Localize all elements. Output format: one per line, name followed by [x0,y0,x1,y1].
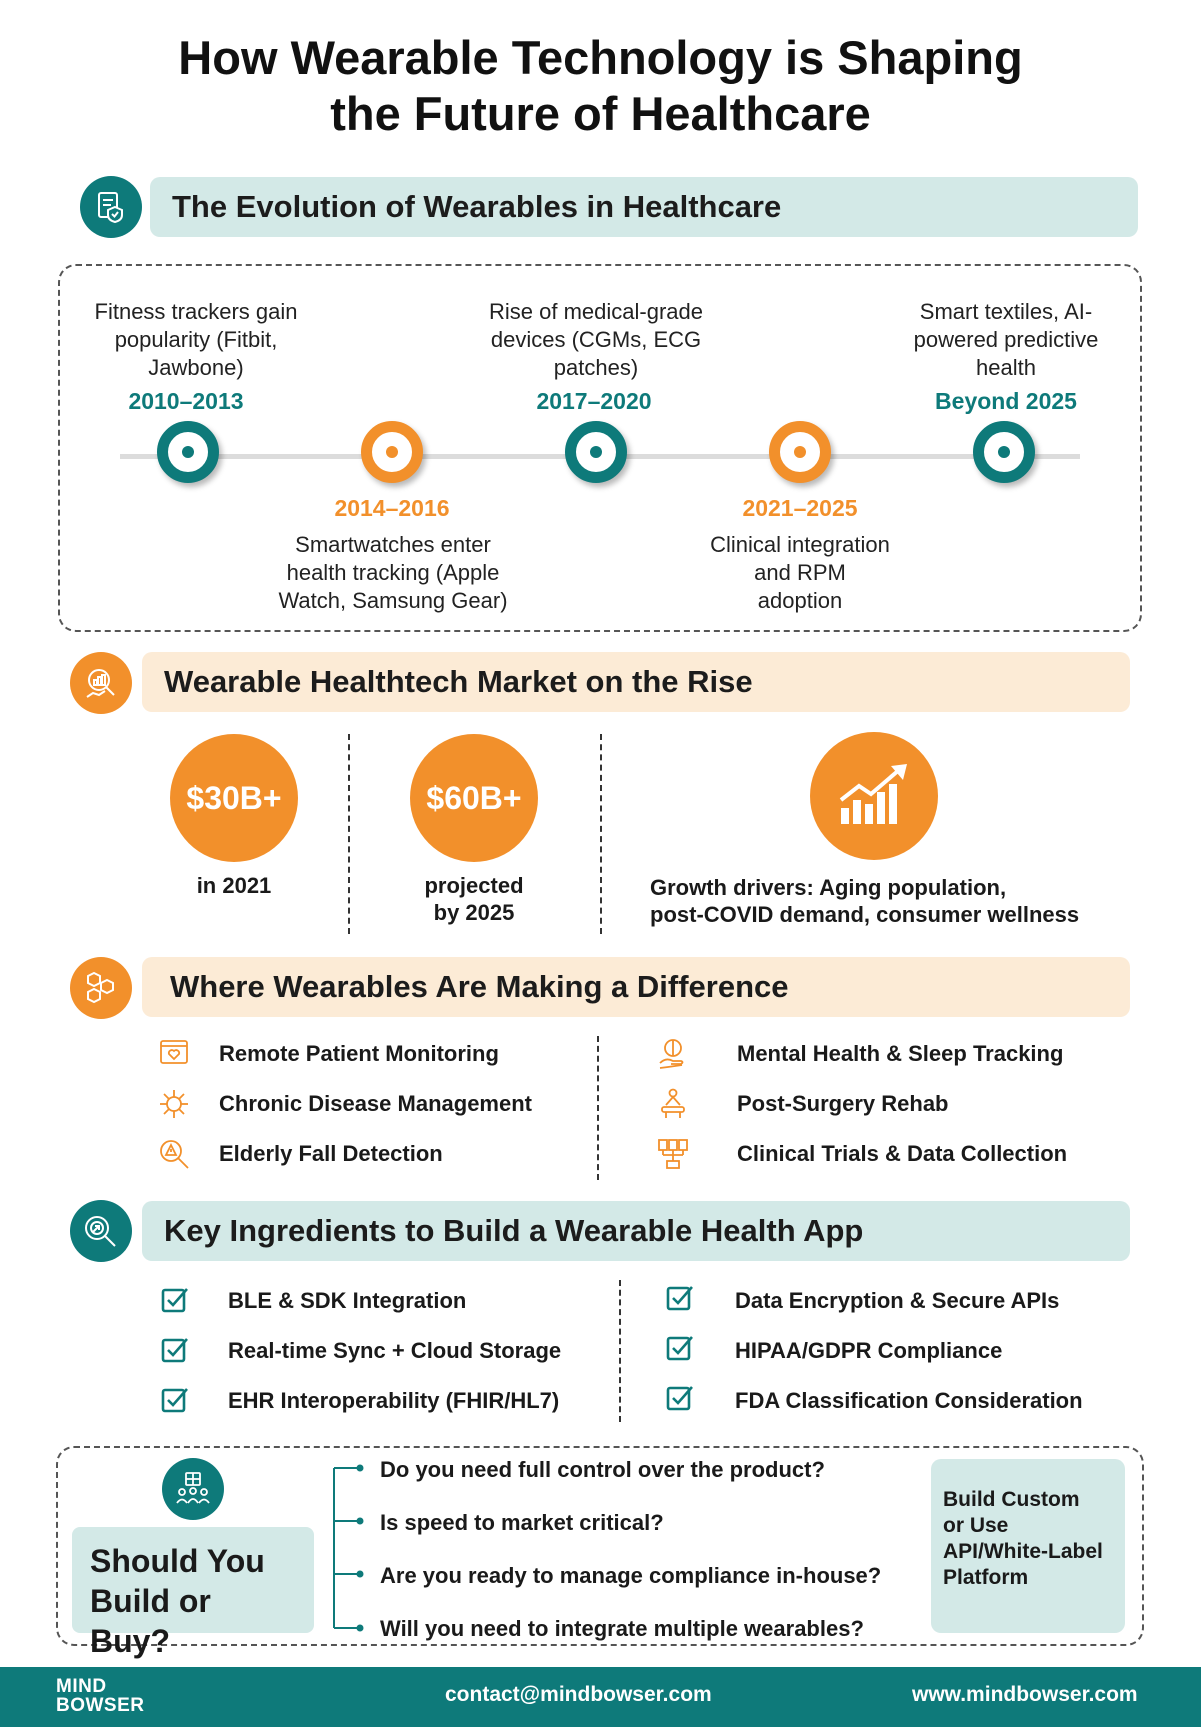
diff-right-3: Clinical Trials & Data Collection [737,1141,1068,1166]
document-shield-icon [80,176,142,238]
timeline-node-1 [157,421,219,483]
growth-drivers-line2: post-COVID demand, consumer wellness [650,902,1080,927]
footer [0,1667,1201,1727]
timeline-4-text: Clinical integration and RPM adoption [710,532,890,613]
stat-circle-2021: $30B+ [170,734,298,862]
answer-line3: API/White-Label [943,1540,1103,1563]
build-or-buy-title-line1: Should You [90,1543,265,1579]
growth-chart-icon [810,732,938,860]
brain-hand-icon [656,1037,690,1071]
logo-line1: MIND [56,1676,107,1697]
divider-4 [619,1280,621,1422]
timeline-5-year: Beyond 2025 [935,388,1077,414]
ingredient-left-1: BLE & SDK Integration [228,1288,467,1313]
check-icon [160,1285,194,1319]
monitor-heart-icon [157,1037,191,1071]
data-tree-icon [656,1137,690,1171]
ingredient-left-3: EHR Interoperability (FHIR/HL7) [228,1388,560,1413]
timeline-node-5 [973,421,1035,483]
question-4: Will you need to integrate multiple wearables? [380,1616,864,1641]
logo-line2: BOWSER [56,1695,145,1716]
stat-label-2025 [374,872,574,926]
timeline-1-year: 2010–2013 [128,388,244,414]
check-icon [160,1385,194,1419]
ingredient-right-2: HIPAA/GDPR Compliance [735,1338,1003,1363]
answer-line2: or Use [943,1514,1009,1537]
virus-icon [157,1087,191,1121]
timeline-node-3 [565,421,627,483]
divider-2 [600,734,602,934]
diff-left-2: Chronic Disease Management [219,1091,532,1116]
alert-magnifier-icon [157,1137,191,1171]
growth-drivers-line1: Growth drivers: Aging population, [650,875,1007,900]
stat-label-2025-line1: projected [424,873,524,898]
diff-right-2: Post-Surgery Rehab [737,1091,949,1116]
rehab-person-icon [656,1087,690,1121]
market-heading: Wearable Healthtech Market on the Rise [142,652,1130,712]
question-bracket [328,1462,364,1640]
timeline-2-year: 2014–2016 [334,495,450,521]
timeline-2-text: Smartwatches enter health tracking (Apple Watch, Samsung Gear) [278,532,508,613]
question-2: Is speed to market critical? [380,1510,664,1535]
ingredient-right-3: FDA Classification Consideration [735,1388,1083,1413]
check-icon [160,1335,194,1369]
stat-circle-2025: $60B+ [410,734,538,862]
timeline-4-year: 2021–2025 [742,495,858,521]
ingredient-left-2: Real-time Sync + Cloud Storage [228,1338,562,1363]
ingredient-right-1: Data Encryption & Secure APIs [735,1288,1060,1313]
check-icon [665,1283,699,1317]
page-title [0,30,1201,142]
diff-right-1: Mental Health & Sleep Tracking [737,1041,1064,1066]
answer-line4: Platform [943,1566,1029,1589]
stat-label-2021: in 2021 [196,873,272,898]
timeline-5-text: Smart textiles, AI-powered predictive health [913,299,1099,380]
stat-label-2025-line2: by 2025 [433,900,515,925]
question-1: Do you need full control over the product? [380,1457,825,1482]
hexagon-cluster-icon [70,957,132,1019]
answer-line1: Build Custom [943,1488,1080,1511]
timeline-node-2 [361,421,423,483]
team-puzzle-icon [162,1458,224,1520]
search-arrow-icon [70,1200,132,1262]
timeline-3-text: Rise of medical-grade devices (CGMs, ECG patches) [489,299,703,380]
check-icon [665,1383,699,1417]
divider-1 [348,734,350,934]
build-or-buy-title [72,1527,314,1659]
build-or-buy-title-line2: Build or Buy? [90,1583,211,1659]
difference-heading: Where Wearables Are Making a Difference [142,957,1130,1017]
evolution-heading: The Evolution of Wearables in Healthcare [150,177,1138,237]
timeline-1-text: Fitness trackers gain popularity (Fitbit, Jawbone) [94,299,298,380]
title-line-2: the Future of Healthcare [330,87,871,140]
check-icon [665,1333,699,1367]
growth-drivers [650,874,1130,928]
footer-email-link[interactable]: contact@mindbowser.com [445,1683,712,1706]
timeline-3-year: 2017–2020 [536,388,652,414]
mindbowser-logo [56,1677,145,1715]
footer-website-link[interactable]: www.mindbowser.com [912,1683,1138,1706]
timeline-node-4 [769,421,831,483]
ingredients-heading: Key Ingredients to Build a Wearable Health App [142,1201,1130,1261]
diff-left-1: Remote Patient Monitoring [219,1041,499,1066]
divider-3 [597,1036,599,1180]
title-line-1: How Wearable Technology is Shaping [178,31,1023,84]
question-3: Are you ready to manage compliance in-house? [380,1563,882,1588]
chart-magnifier-icon [70,652,132,714]
answer-box [931,1459,1125,1633]
diff-left-3: Elderly Fall Detection [219,1141,443,1166]
